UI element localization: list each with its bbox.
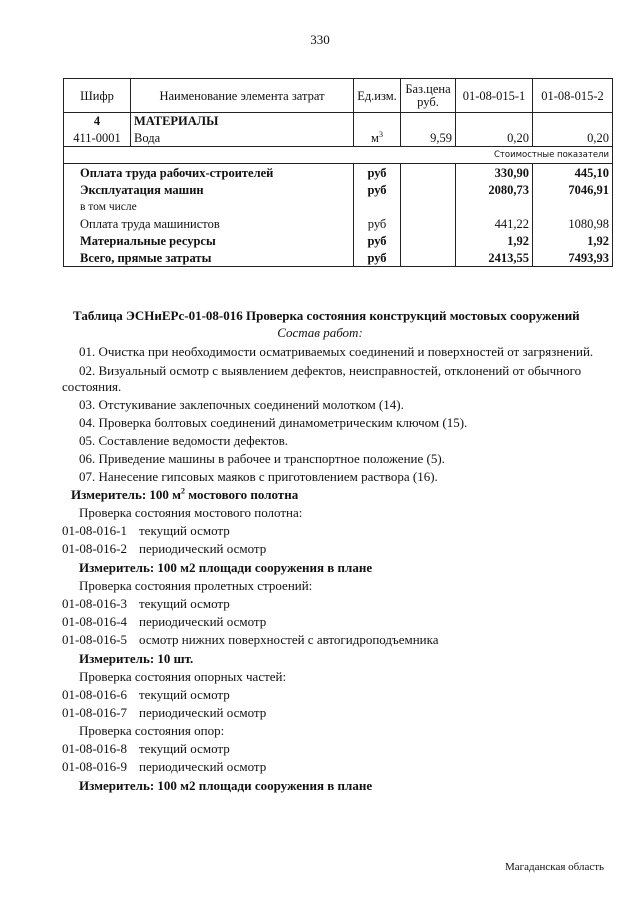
section-name: МАТЕРИАЛЫ xyxy=(131,113,354,130)
table-row: в том числе xyxy=(64,198,613,215)
item-desc: текущий осмотр xyxy=(139,523,230,538)
item-code: 01-08-016-6 xyxy=(62,687,127,702)
table-row: Эксплуатация машин руб 2080,73 7046,91 xyxy=(64,181,613,198)
works-heading: Состав работ: xyxy=(277,325,363,340)
meter-heading: Измеритель: 100 м2 площади сооружения в плане xyxy=(79,778,373,793)
work-item: 04. Проверка болтовых соединений динамометрическим ключом (15). xyxy=(79,415,468,430)
header-base-price: Баз.цена руб. xyxy=(401,79,456,113)
cost-indicators-label: Стоимостные показатели xyxy=(64,147,613,164)
work-item: 06. Приведение машины в рабочее и транспортное положение (5). xyxy=(79,451,445,466)
item-code: 01-08-016-8 xyxy=(62,741,127,756)
table-row: Оплата труда машинистов руб 441,22 1080,98 xyxy=(64,215,613,232)
work-item: 01. Очистка при необходимости осматриваемых соединений и поверхностей от загрязнений. xyxy=(79,344,594,359)
meter-heading: Измеритель: 10 шт. xyxy=(79,651,194,666)
group-heading: Проверка состояния опорных частей: xyxy=(79,669,287,684)
header-col2: 01-08-015-2 xyxy=(533,79,613,113)
item-code: 01-08-016-5 xyxy=(62,632,127,647)
group-heading: Проверка состояния пролетных строений: xyxy=(79,578,313,593)
item-code: 01-08-016-4 xyxy=(62,614,127,629)
item-desc: текущий осмотр xyxy=(139,596,230,611)
table-header-row xyxy=(64,79,613,113)
meter-heading: Измеритель: 100 $м^2$ мостового полотна xyxy=(71,486,299,502)
meter-heading: Измеритель: 100 м2 площади сооружения в плане xyxy=(79,560,373,575)
group-heading: Проверка состояния опор: xyxy=(79,723,225,738)
item-desc: периодический осмотр xyxy=(139,614,267,629)
item-desc: периодический осмотр xyxy=(139,541,267,556)
footer-region: Магаданская область xyxy=(505,861,605,873)
work-item: 05. Составление ведомости дефектов. xyxy=(79,433,289,448)
table-row: Материальные ресурсы руб 1,92 1,92 xyxy=(64,232,613,249)
table-row: Оплата труда рабочих-строителей руб 330,90 445,10 xyxy=(64,164,613,182)
cost-table xyxy=(63,78,613,267)
material-code: 411-0001 xyxy=(64,129,131,147)
header-name: Наименование элемента затрат xyxy=(131,79,354,113)
cost-indicators-row xyxy=(64,147,613,164)
header-col1: 01-08-015-1 xyxy=(456,79,533,113)
item-desc: периодический осмотр xyxy=(139,759,267,774)
item-desc: текущий осмотр xyxy=(139,687,230,702)
table-row: Всего, прямые затраты руб 2413,55 7493,93 xyxy=(64,249,613,267)
material-name: Вода xyxy=(131,129,354,147)
header-unit: Ед.изм. xyxy=(354,79,401,113)
material-row xyxy=(64,129,613,147)
material-unit: $м^3$ xyxy=(354,129,401,147)
work-item: 07. Нанесение гипсовых маяков с приготовлением раствора (16). xyxy=(79,469,438,484)
material-base-price: 9,59 xyxy=(401,129,456,147)
item-code: 01-08-016-7 xyxy=(62,705,127,720)
work-item: 03. Отстукивание заклепочных соединений молотком (14). xyxy=(79,397,404,412)
material-v1: 0,20 xyxy=(456,129,533,147)
item-code: 01-08-016-1 xyxy=(62,523,127,538)
group-heading: Проверка состояния мостового полотна: xyxy=(79,505,303,520)
item-code: 01-08-016-2 xyxy=(62,541,127,556)
work-item: 02. Визуальный осмотр с выявлением дефектов, неисправностей, отклонений от обычного xyxy=(79,363,582,378)
section-code: 4 xyxy=(64,113,131,130)
item-desc: периодический осмотр xyxy=(139,705,267,720)
item-desc: осмотр нижних поверхностей с автогидроподъемника xyxy=(139,632,439,647)
header-code: Шифр xyxy=(64,79,131,113)
material-v2: 0,20 xyxy=(533,129,613,147)
page-number: 330 xyxy=(310,32,330,47)
item-desc: текущий осмотр xyxy=(139,741,230,756)
table-title: Таблица ЭСНиЕРс-01-08-016 Проверка состояния конструкций мостовых сооружений xyxy=(73,308,580,323)
section-row xyxy=(64,113,613,130)
item-code: 01-08-016-9 xyxy=(62,759,127,774)
work-item-continued: состояния. xyxy=(62,379,122,394)
item-code: 01-08-016-3 xyxy=(62,596,127,611)
